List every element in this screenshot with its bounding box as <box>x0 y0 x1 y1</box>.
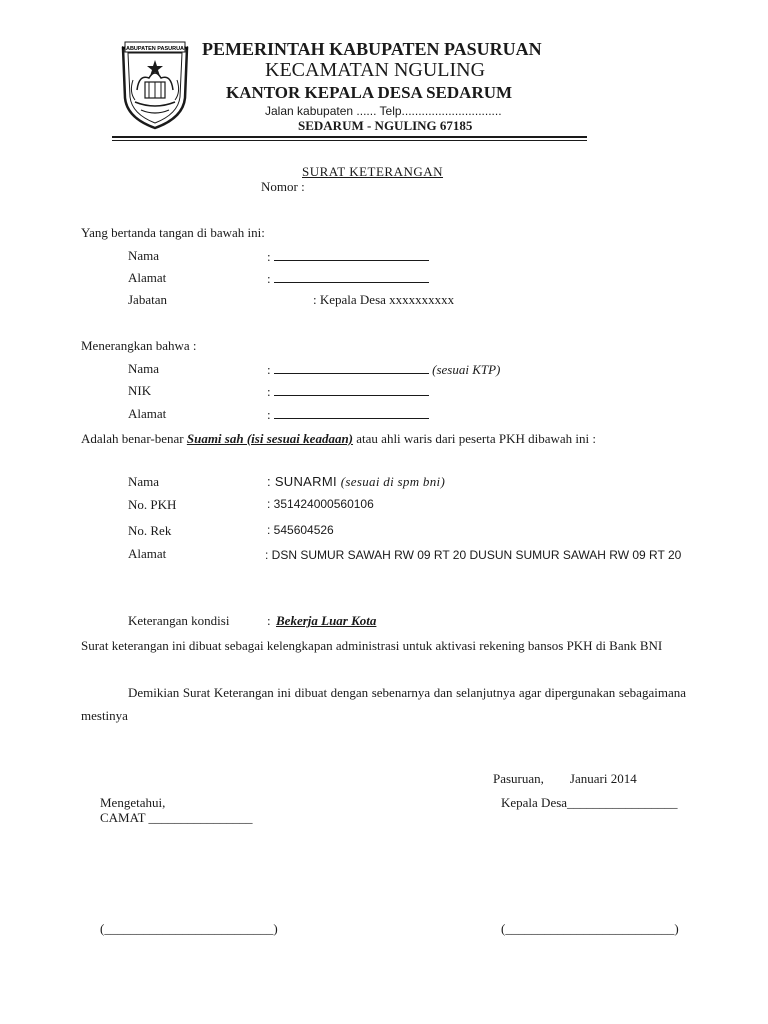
subject-nik-label: NIK <box>128 383 152 398</box>
signer-alamat-field: : <box>267 270 429 287</box>
beneficiary-alamat-label: Alamat <box>128 546 167 561</box>
subject-nama-label: Nama <box>128 361 160 376</box>
place-date: Pasuruan, Januari 2014 <box>493 771 637 786</box>
emblem-banner-text: KABUPATEN PASURUAN <box>122 46 188 52</box>
letterhead-line-2: KECAMATAN NGULING <box>265 59 486 81</box>
beneficiary-pkh-label: No. PKH <box>128 497 177 512</box>
mengetahui-label: Mengetahui, <box>100 795 166 810</box>
signer-alamat-label: Alamat <box>128 270 167 285</box>
subject-alamat-label: Alamat <box>128 406 167 421</box>
letterhead-rule-thick <box>112 136 587 138</box>
kondisi-value: Bekerja Luar Kota <box>276 613 377 628</box>
signer-nama-label: Nama <box>128 248 160 263</box>
statement-emphasis: Suami sah (isi sesuai keadaan) <box>186 431 354 446</box>
camat-signature-line: (__________________________) <box>100 921 278 936</box>
letterhead-address: Jalan kabupaten ...... Telp.............................. <box>265 104 502 118</box>
subject-nama-field: : (sesuai KTP) <box>267 362 501 377</box>
letterhead-postal: SEDARUM - NGULING 67185 <box>298 118 473 133</box>
subject-nik-field: : <box>267 383 429 400</box>
letterhead-line-1: PEMERINTAH KABUPATEN PASURUAN <box>202 39 542 59</box>
beneficiary-rek-value: : 545604526 <box>267 523 334 537</box>
document-title: SURAT KETERANGAN <box>302 164 444 179</box>
camat-label: CAMAT ________________ <box>100 810 253 825</box>
kondisi-label: Keterangan kondisi <box>128 613 230 628</box>
beneficiary-rek-label: No. Rek <box>128 523 172 538</box>
kepala-desa-label: Kepala Desa_________________ <box>501 795 678 810</box>
subject-intro: Menerangkan bahwa : <box>81 338 197 353</box>
kabupaten-pasuruan-emblem <box>119 40 191 132</box>
beneficiary-pkh-value: : 351424000560106 <box>267 497 374 511</box>
signer-jabatan-label: Jabatan <box>128 292 167 307</box>
body-paragraph-1: Surat keterangan ini dibuat sebagai kelengkapan administrasi untuk aktivasi rekening bansos PKH di Bank BNI <box>81 638 663 653</box>
signer-nama-field: : <box>267 248 429 265</box>
letterhead-line-3: KANTOR KEPALA DESA SEDARUM <box>226 83 513 102</box>
statement-paragraph: Adalah benar-benar Suami sah (isi sesuai keadaan) atau ahli waris dari peserta PKH dibawah ini : <box>81 431 596 446</box>
subject-nama-note: (sesuai KTP) <box>432 362 501 377</box>
body-paragraph-2: Demikian Surat Keterangan ini dibuat dengan sebenarnya dan selanjutnya agar dipergunakan sebagaimana mestinya <box>81 685 686 723</box>
subject-alamat-field: : <box>267 406 429 423</box>
beneficiary-alamat-value: : DSN SUMUR SAWAH RW 09 RT 20 DUSUN SUMUR SAWAH RW 09 RT 20 <box>265 548 682 562</box>
beneficiary-nama-value: : SUNARMI (sesuai di spm bni) <box>267 474 446 489</box>
signer-intro: Yang bertanda tangan di bawah ini: <box>81 225 265 240</box>
document-number: Nomor : <box>261 179 305 194</box>
kepala-desa-signature-line: (__________________________) <box>501 921 679 936</box>
signer-jabatan-value: : Kepala Desa xxxxxxxxxx <box>313 292 455 307</box>
kondisi-colon: : <box>267 613 271 628</box>
letterhead-rule-thin <box>112 140 587 141</box>
beneficiary-nama-label: Nama <box>128 474 160 489</box>
